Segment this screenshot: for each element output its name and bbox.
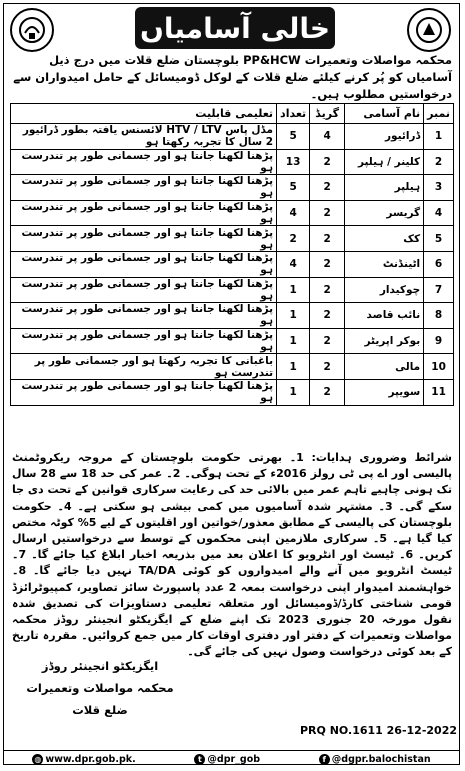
table-row <box>11 226 454 252</box>
row-qualification: پڑھنا لکھنا جانتا ہو اور جسمانی طور پر تندرست ہو <box>11 328 277 354</box>
table-row <box>11 124 454 150</box>
table-row <box>11 149 454 175</box>
row-number: 8 <box>424 303 454 329</box>
table-row <box>11 277 454 303</box>
row-count: 2 <box>277 226 310 252</box>
row-grade: 2 <box>310 226 345 252</box>
row-number: 7 <box>424 277 454 303</box>
row-grade: 4 <box>310 124 345 150</box>
row-count: 1 <box>277 354 310 380</box>
row-qualification: پڑھنا لکھنا جانتا ہو اور جسمانی طور پر تندرست ہو <box>11 200 277 226</box>
row-number: 6 <box>424 251 454 277</box>
footer-website[interactable]: ◍ www.dpr.gob.pk. <box>34 753 136 765</box>
row-count: 5 <box>277 124 310 150</box>
row-post: سویپر <box>345 379 424 405</box>
row-number: 3 <box>424 175 454 201</box>
table-row <box>11 251 454 277</box>
row-qualification: پڑھنا لکھنا جانتا ہو اور جسمانی طور پر تندرست ہو <box>11 149 277 175</box>
row-number: 1 <box>424 124 454 150</box>
row-grade: 2 <box>310 277 345 303</box>
conditions-text: شرائط وضروری ہدایات: 1۔ بھرتی حکومت بلوچستان کے مروجہ ریکروٹمنٹ پالیسی اور اے پی ٹی رولز 2016ء کے تحت ہوگی۔ 2۔ عمر کی حد 18 سے 28 سال تک ہونی چاہیے تاہم عمر میں بالائی حد کی رعایت سرکاری قوانین کے تحت دی جا سکے گی۔ 3۔ مشتہر شدہ آسامیوں میں کمی بیشی ہو سکتی ہے۔ 4۔ حکومت بلوچستان کی پالیسی کے مطابق معذور/خواتین اور اقلیتوں کے لیے 5% کوٹہ مختص کیا گیا ہے۔ 5۔ سرکاری ملازمین اپنی محکموں کے توسط سے درخواستیں ارسال کریں۔ 6۔ ٹیسٹ اور انٹرویو کا اعلان بعد میں بذریعہ اخبار ابلاغ کیا جائے گا۔ 7۔ ٹیسٹ انٹرویو میں آنے والے امیدواروں کو کوئی TA/DA نہیں دیا جائے گا۔ 8۔ خواہشمند امیدوار اپنی درخواست بمعہ 2 عدد پاسپورٹ سائز تصاویر، کمپیوٹرائزڈ قومی شناختی کارڈ/ڈومیسائل اور متعلقہ تعلیمی دستاویزات کی تصدیق شدہ نقول مورخہ 20 جنوری 2023 تک اپنے ضلع کے ایگزیکٹو انجینئر روڈز محکمہ مواصلات وتعمیرات کے دفتر اور دفتری اوقات کار میں جمع کروائیں۔ مقررہ تاریخ کے بعد کوئی درخواست وصول نہیں کی جائے گی۔ <box>12 451 453 659</box>
row-post: ڈرائیور <box>345 124 424 150</box>
table-row <box>11 303 454 329</box>
table-row <box>11 200 454 226</box>
row-post: مالی <box>345 354 424 380</box>
footer <box>3 750 460 767</box>
row-qualification: پڑھنا لکھنا جانتا ہو اور جسمانی طور پر تندرست ہو <box>11 226 277 252</box>
signature-block <box>20 655 180 721</box>
row-qualification: مڈل پاس HTV / LTV لائسنس یافتہ بطور ڈرائیور 2 سال کا تجربہ رکھتا ہو <box>11 124 277 150</box>
footer-twitter[interactable]: t @dpr_gob <box>194 754 260 765</box>
row-number: 10 <box>424 354 454 380</box>
row-number: 5 <box>424 226 454 252</box>
vacancies-table <box>10 103 454 406</box>
table-row <box>11 175 454 201</box>
row-post: چوکیدار <box>345 277 424 303</box>
signature-department: محکمہ مواصلات وتعمیرات ضلع قلات <box>26 681 174 717</box>
row-grade: 2 <box>310 328 345 354</box>
globe-icon: ◍ <box>32 754 43 765</box>
row-number: 9 <box>424 328 454 354</box>
row-count: 4 <box>277 200 310 226</box>
footer-facebook[interactable]: f @dgpr.balochistan <box>319 754 431 765</box>
row-post: اٹینڈنٹ <box>345 251 424 277</box>
row-number: 4 <box>424 200 454 226</box>
twitter-icon: t <box>194 754 205 765</box>
signature-title: ایگزیکٹو انجینئر روڈز <box>41 659 159 673</box>
row-number: 2 <box>424 149 454 175</box>
row-post: گریسر <box>345 200 424 226</box>
row-post: نائب قاصد <box>345 303 424 329</box>
row-number: 11 <box>424 379 454 405</box>
table-row <box>11 328 454 354</box>
row-grade: 2 <box>310 354 345 380</box>
row-count: 5 <box>277 175 310 201</box>
row-grade: 2 <box>310 379 345 405</box>
row-grade: 2 <box>310 200 345 226</box>
row-count: 4 <box>277 251 310 277</box>
header-qualification: تعلیمی قابلیت <box>11 104 277 124</box>
row-count: 1 <box>277 303 310 329</box>
row-qualification: پڑھنا لکھنا جانتا ہو اور جسمانی طور پر تندرست ہو <box>11 251 277 277</box>
row-count: 13 <box>277 149 310 175</box>
row-post: کک <box>345 226 424 252</box>
row-count: 1 <box>277 379 310 405</box>
table-header-row <box>11 104 454 124</box>
row-grade: 2 <box>310 251 345 277</box>
header-number: نمبر <box>424 104 454 124</box>
row-grade: 2 <box>310 175 345 201</box>
intro-text: محکمہ مواصلات وتعمیرات PP&HCW بلوچستان ضلع قلات میں درج ذیل آسامیاں کو پُر کرنے کیلئے ضلع قلات کے لوکل ڈومیسائل کے حامل امیدواران سے درخواستیں مطلوب ہیں۔ <box>13 53 452 101</box>
page-title: خالی آسامیاں <box>135 7 335 49</box>
row-qualification: پڑھنا لکھنا جانتا ہو اور جسمانی طور پر تندرست ہو <box>11 277 277 303</box>
row-grade: 2 <box>310 149 345 175</box>
government-emblem-icon <box>10 8 54 52</box>
table-row <box>11 379 454 405</box>
row-grade: 2 <box>310 303 345 329</box>
prq-number: PRQ NO.1611 26-12-2022 <box>300 724 458 737</box>
dpr-emblem-icon <box>407 8 451 52</box>
header-count: تعداد <box>277 104 310 124</box>
row-qualification: پڑھنا لکھنا جانتا ہو اور جسمانی طور پر تندرست ہو <box>11 175 277 201</box>
row-post: بوکر اپریٹر <box>345 328 424 354</box>
row-qualification: پڑھنا لکھنا جانتا ہو اور جسمانی طور پر تندرست ہو <box>11 303 277 329</box>
header-post: نام آسامی <box>345 104 424 124</box>
row-post: کلینر / ہیلپر <box>345 149 424 175</box>
row-qualification: باغبانی کا تجربہ رکھتا ہو اور جسمانی طور پر تندرست ہو <box>11 354 277 380</box>
table-row <box>11 354 454 380</box>
row-qualification: پڑھنا لکھنا جانتا ہو اور جسمانی طور پر تندرست ہو <box>11 379 277 405</box>
facebook-icon: f <box>319 754 330 765</box>
header-grade: گریڈ <box>310 104 345 124</box>
row-count: 1 <box>277 328 310 354</box>
row-count: 1 <box>277 277 310 303</box>
row-post: ہیلپر <box>345 175 424 201</box>
